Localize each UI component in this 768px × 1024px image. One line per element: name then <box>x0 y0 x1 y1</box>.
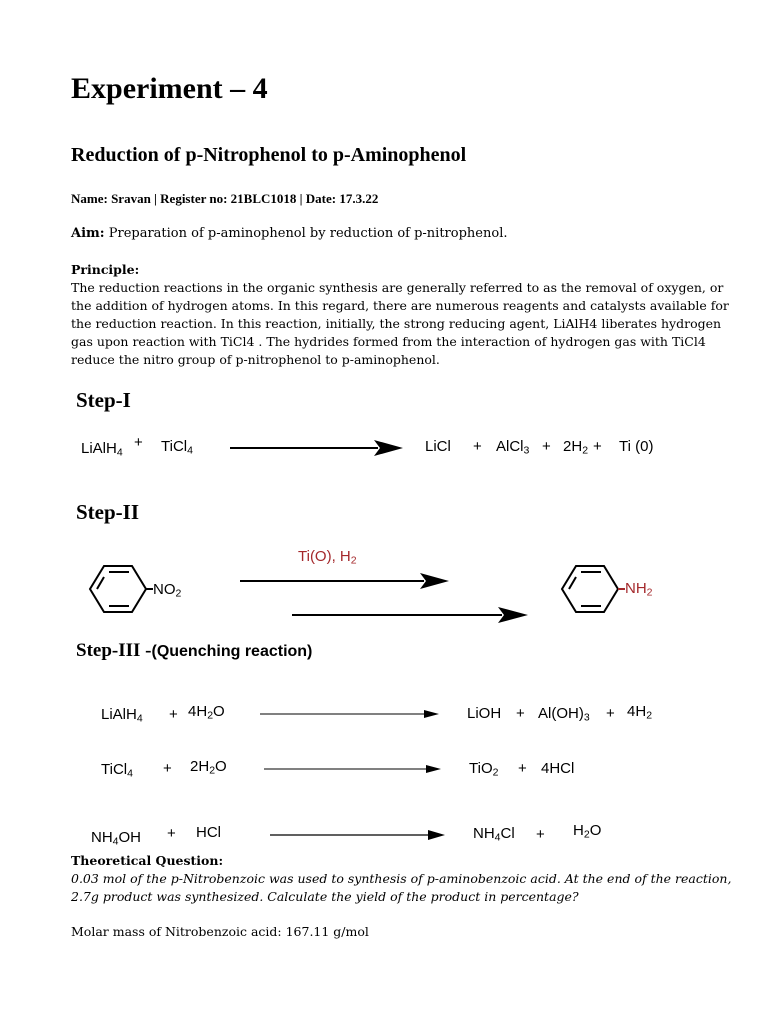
theory-question <box>71 870 732 906</box>
principle-heading: Principle: <box>71 262 140 277</box>
principle-line: the reduction reaction. In this reaction, initially, the strong reducing agent, LiAlH4 liberates hydrogen <box>71 316 722 331</box>
reactant-hcl: HCl <box>196 824 221 841</box>
reaction-arrow <box>238 570 452 592</box>
product-alcl3: AlCl$_3$ <box>496 438 530 457</box>
plus-sign: + <box>536 826 545 843</box>
reaction-conditions: Ti(O), $H_2$ <box>298 548 357 567</box>
aim-label: Aim: <box>71 226 105 241</box>
reactant-water: $4H_2O$ <box>188 703 225 722</box>
plus-sign: + <box>593 438 602 455</box>
experiment-subtitle: Reduction of p-Nitrophenol to p-Aminophenol <box>71 144 467 166</box>
plus-sign: + <box>167 825 176 842</box>
benzene-ring-icon <box>88 560 154 618</box>
principle-line: The reduction reactions in the organic synthesis are generally referred to as the removal of oxygen, or <box>71 280 724 295</box>
amino-group: $NH_2$ <box>625 580 653 599</box>
step-3-heading: Step-III -(Quenching reaction) <box>76 640 313 661</box>
reactant-lialh4: LiAlH$_4$ <box>81 440 123 459</box>
reaction-arrow <box>262 762 444 776</box>
reactant-ticl4: TiCl$_4$ <box>101 761 133 780</box>
plus-sign: + <box>606 705 615 722</box>
principle-line: gas upon reaction with TiCl4 . The hydrides formed from the interaction of hydrogen gas with TiCl4 <box>71 334 706 349</box>
step-1-heading: Step-I <box>76 388 131 412</box>
theory-line: 2.7g product was synthesized. Calculate the yield of the product in percentage? <box>71 889 579 904</box>
product-aloh3: $Al(OH)_3$ <box>538 705 590 724</box>
nitro-group: $NO_2$ <box>153 581 182 600</box>
plus-sign: + <box>518 760 527 777</box>
benzene-ring-icon <box>560 560 626 618</box>
molar-mass-note: Molar mass of Nitrobenzoic acid: 167.11 g/mol <box>71 924 369 939</box>
principle-line: reduce the nitro group of p-nitrophenol to p-aminophenol. <box>71 352 440 367</box>
step-2-heading: Step-II <box>76 500 140 524</box>
plus-sign: + <box>516 705 525 722</box>
plus-sign: + <box>473 438 482 455</box>
product-water: $H_2O$ <box>573 822 602 841</box>
plus-sign: + <box>542 438 551 455</box>
theory-line: 0.03 mol of the p-Nitrobenzoic was used to synthesis of p-aminobenzoic acid. At the end of the reaction, <box>71 871 732 886</box>
reactant-nh4oh: $NH_4OH$ <box>91 829 142 848</box>
student-meta: Name: Sravan | Register no: 21BLC1018 | Date: 17.3.22 <box>71 191 379 206</box>
plus-sign: + <box>163 760 172 777</box>
experiment-title: Experiment – 4 <box>71 72 268 105</box>
product-h2: $4H_2$ <box>627 703 653 722</box>
plus-sign: + <box>134 434 143 451</box>
product-hcl: 4HCl <box>541 760 575 777</box>
aim-text: Preparation of p-aminophenol by reduction of p-nitrophenol. <box>104 226 508 241</box>
plus-sign: + <box>169 706 178 723</box>
reaction-arrow <box>268 828 448 842</box>
reaction-arrow <box>258 707 442 721</box>
theory-heading: Theoretical Question: <box>71 853 224 868</box>
aim-paragraph <box>71 226 507 241</box>
product-nh4cl: $NH_4Cl$ <box>473 825 515 844</box>
product-h2: $2H_2$ <box>563 438 589 457</box>
reactant-lialh4: LiAlH$_4$ <box>101 706 143 725</box>
reactant-water: $2H_2O$ <box>190 758 227 777</box>
product-ti: Ti (0) <box>619 438 654 455</box>
principle-line: the addition of hydrogen atoms. In this regard, there are numerous reagents and catalysts available for <box>71 298 729 313</box>
product-tio2: TiO$_2$ <box>469 760 499 779</box>
product-licl: LiCl <box>425 438 451 455</box>
principle-paragraph <box>71 279 729 369</box>
reaction-arrow <box>228 437 406 459</box>
product-lioh: LiOH <box>467 705 502 722</box>
reactant-ticl4: TiCl$_4$ <box>161 438 193 457</box>
reaction-arrow <box>290 604 532 626</box>
